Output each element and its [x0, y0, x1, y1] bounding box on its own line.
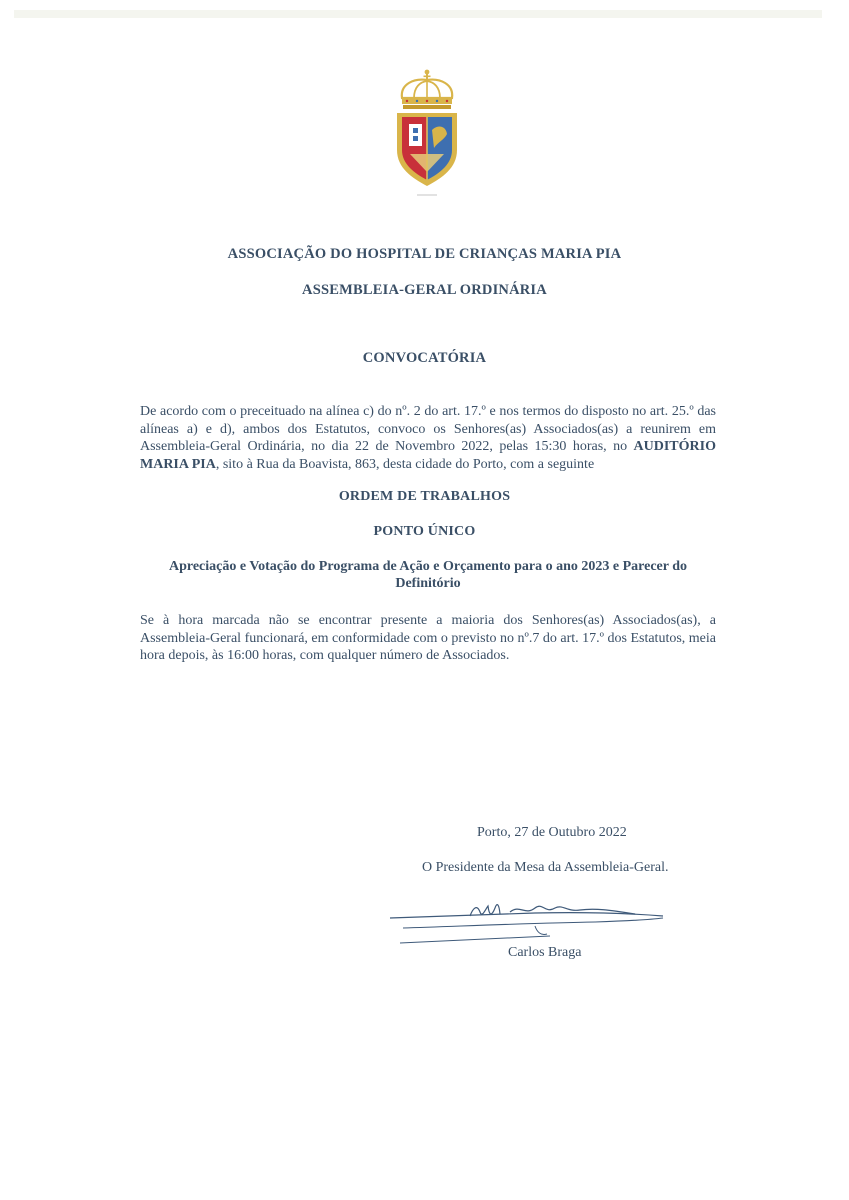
- president-name: Carlos Braga: [508, 945, 582, 960]
- intro-end-text: , sito à Rua da Boavista, 863, desta cidade do Porto, com a seguinte: [215, 456, 595, 472]
- crest-icon: [392, 68, 462, 203]
- scan-edge-strip: [14, 10, 822, 18]
- closing-paragraph: Se à hora marcada não se encontrar presente a maioria dos Senhores(as) Associados(as), a Assembleia-Geral funcionará, em conformidade com o previsto no nº.7 do art. 17.º dos Estatutos, meia hora depois, às 16:00 horas, com qualquer número de Associados.: [140, 613, 716, 663]
- agenda-item: Apreciação e Votação do Programa de Ação e Orçamento para o ano 2023 e Parecer do Definitório: [168, 559, 688, 591]
- document-title: CONVOCATÓRIA: [362, 350, 487, 366]
- single-point-title: PONTO ÚNICO: [373, 524, 476, 539]
- intro-text: De acordo com o preceituado na alínea c) do nº. 2 do art. 17.º e nos termos do disposto no art. 25.º das alíneas a) e d), ambos dos Estatutos, convoco os Senhores(as) Associados(as) a reunirem em Assembleia-Geral Ordinária, no dia 22 de Novembro 2022, pelas 15:30 horas, no: [140, 404, 716, 454]
- handwritten-signature: [385, 896, 670, 952]
- president-role: O Presidente da Mesa da Assembleia-Geral.: [422, 860, 669, 875]
- assembly-title: ASSEMBLEIA-GERAL ORDINÁRIA: [302, 282, 547, 298]
- venue-name: AUDITÓRIO MARIA PIA: [140, 439, 716, 472]
- organization-name: ASSOCIAÇÃO DO HOSPITAL DE CRIANÇAS MARIA PIA: [227, 246, 622, 262]
- intro-paragraph: [140, 403, 716, 473]
- agenda-title: ORDEM DE TRABALHOS: [338, 489, 511, 504]
- place-date: Porto, 27 de Outubro 2022: [477, 825, 627, 840]
